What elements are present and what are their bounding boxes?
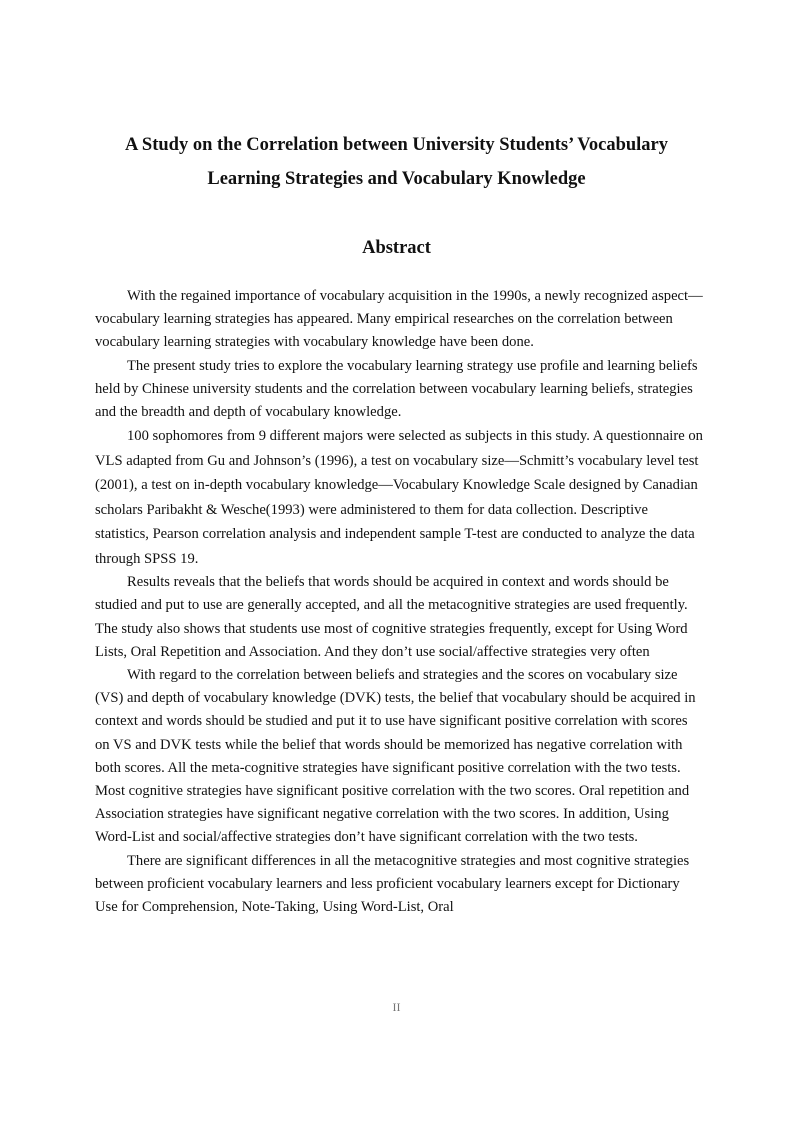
- abstract-paragraph-4: Results reveals that the beliefs that words should be acquired in context and words should be studied and put to use are generally accepted, and all the metacognitive strategies are used frequently. The study also shows that students use most of cognitive strategies frequently, except for Using Word Lists, Oral Repetition and Association. And they don’t use social/affective strategies very often: [95, 574, 688, 660]
- paper-title-line-1: A Study on the Correlation between University Students’ Vocabulary: [124, 135, 669, 155]
- abstract-paragraph-2: The present study tries to explore the vocabulary learning strategy use profile and learning beliefs held by Chinese university students and the correlation between vocabulary learning beliefs, strategies and the breadth and depth of vocabulary knowledge.: [95, 357, 698, 421]
- abstract-paragraph-1: With the regained importance of vocabulary acquisition in the 1990s, a newly recognized aspect—vocabulary learning strategies has appeared. Many empirical researches on the correlation between vocabulary learning strategies with vocabulary knowledge have been done.: [95, 288, 703, 351]
- paper-title-line-2: Learning Strategies and Vocabulary Knowledge: [207, 169, 586, 189]
- abstract-paragraph-5: With regard to the correlation between beliefs and strategies and the scores on vocabulary size (VS) and depth of vocabulary knowledge (DVK) tests, the belief that vocabulary should be acquired in context and words should be studied and put it to use have significant positive correlation with scores on VS and DVK tests while the belief that words should be memorized has negative correlation with both scores. All the meta-cognitive strategies have significant positive correlation with the two tests. Most cognitive strategies have significant positive correlation with the two scores. Oral repetition and Association strategies have significant negative correlation with the two scores. In addition, Using Word-List and social/affective strategies don’t have significant correlation with the two tests.: [95, 667, 696, 846]
- paper-title: [0, 128, 793, 196]
- abstract-body: [95, 285, 703, 919]
- page-number: II: [392, 1000, 401, 1014]
- abstract-heading: Abstract: [362, 238, 431, 258]
- abstract-paragraph-3: 100 sophomores from 9 different majors were selected as subjects in this study. A questionnaire on VLS adapted from Gu and Johnson’s (1996), a test on vocabulary size—Schmitt’s vocabulary level test (2001), a test on in-depth vocabulary knowledge—Vocabulary Knowledge Scale designed by Canadian scholars Paribakht & Wesche(1993) were administered to them for data collection. Descriptive statistics, Pearson correlation analysis and independent sample T-test are conducted to analyze the data through SPSS 19.: [95, 428, 703, 567]
- abstract-paragraph-6: There are significant differences in all the metacognitive strategies and most cognitive strategies between proficient vocabulary learners and less proficient vocabulary learners except for Dictionary Use for Comprehension, Note-Taking, Using Word-List, Oral: [95, 852, 690, 916]
